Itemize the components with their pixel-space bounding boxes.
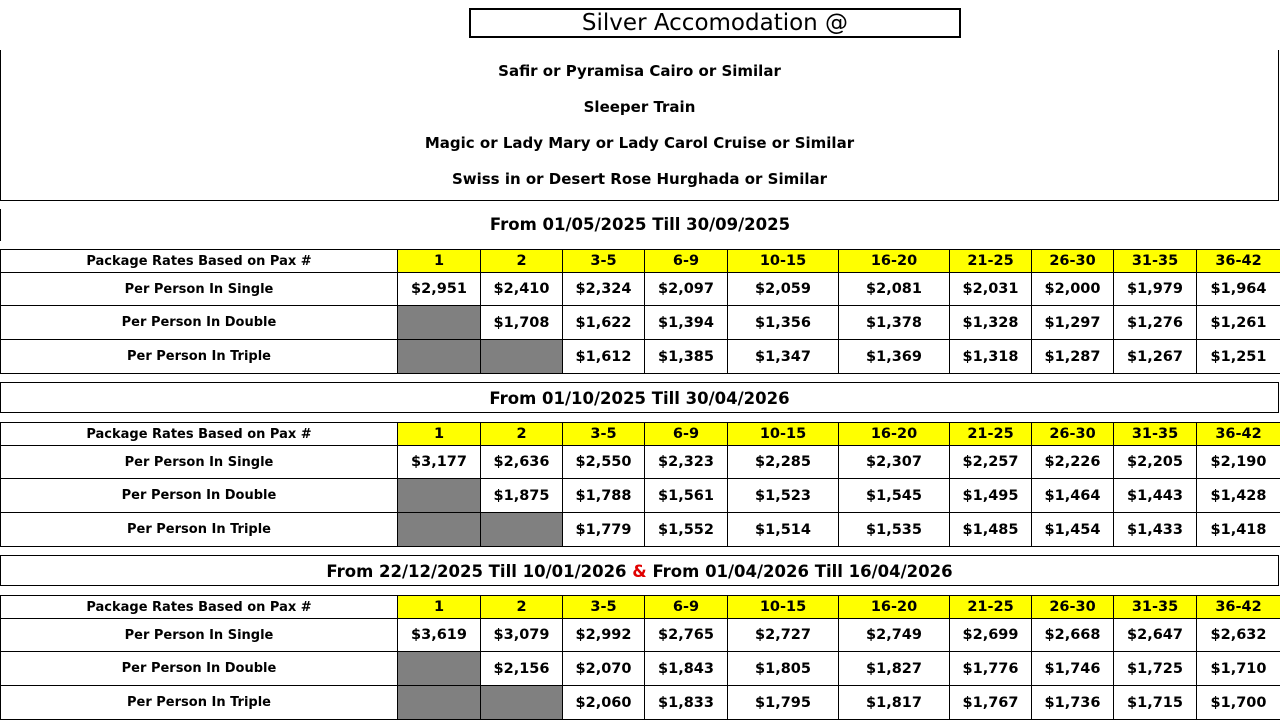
price-cell: $1,827 xyxy=(839,652,950,686)
hotel-hurghada: Swiss in or Desert Rose Hurghada or Similar xyxy=(451,170,828,188)
price-cell: $1,443 xyxy=(1114,479,1197,513)
price-cell: $2,636 xyxy=(481,446,563,479)
pax-header-cell: 21-25 xyxy=(950,596,1032,619)
rates-table-2 xyxy=(0,422,1280,547)
price-cell: $1,736 xyxy=(1032,686,1114,720)
pax-header-cell: 16-20 xyxy=(839,596,950,619)
pax-header-cell: 26-30 xyxy=(1032,250,1114,273)
rate-row-double xyxy=(1,306,1280,340)
rate-row-triple xyxy=(1,340,1280,374)
price-cell: $1,843 xyxy=(645,652,728,686)
hotel-train: Sleeper Train xyxy=(583,98,696,116)
price-cell: $1,817 xyxy=(839,686,950,720)
pax-header-cell: 26-30 xyxy=(1032,423,1114,446)
period-3-range-a: From 22/12/2025 Till 10/01/2026 xyxy=(326,562,627,581)
price-cell: $1,347 xyxy=(728,340,839,374)
price-cell: $2,323 xyxy=(645,446,728,479)
rate-row-single xyxy=(1,273,1280,306)
pax-header-cell: 26-30 xyxy=(1032,596,1114,619)
price-cell: $2,156 xyxy=(481,652,563,686)
header-label: Package Rates Based on Pax # xyxy=(1,250,398,273)
header-row xyxy=(1,250,1280,273)
price-cell: $1,715 xyxy=(1114,686,1197,720)
price-cell: $2,285 xyxy=(728,446,839,479)
price-cell: $1,267 xyxy=(1114,340,1197,374)
period-title-2: From 01/10/2025 Till 30/04/2026 xyxy=(0,382,1279,413)
row-label: Per Person In Triple xyxy=(1,513,398,547)
pax-header-cell: 31-35 xyxy=(1114,250,1197,273)
price-cell: $1,464 xyxy=(1032,479,1114,513)
pax-header-cell: 3-5 xyxy=(563,250,645,273)
price-cell: $3,079 xyxy=(481,619,563,652)
period-title-1: From 01/05/2025 Till 30/09/2025 xyxy=(0,209,1279,241)
unavailable-cell xyxy=(481,686,563,720)
unavailable-cell xyxy=(398,686,481,720)
pax-header-cell: 31-35 xyxy=(1114,596,1197,619)
header-row xyxy=(1,423,1280,446)
price-cell: $2,307 xyxy=(839,446,950,479)
price-cell: $2,257 xyxy=(950,446,1032,479)
row-label: Per Person In Double xyxy=(1,479,398,513)
pax-header-cell: 2 xyxy=(481,423,563,446)
price-cell: $1,708 xyxy=(481,306,563,340)
price-cell: $2,647 xyxy=(1114,619,1197,652)
pax-header-cell: 1 xyxy=(398,596,481,619)
price-cell: $2,190 xyxy=(1197,446,1280,479)
pax-header-cell: 6-9 xyxy=(645,596,728,619)
pax-header-cell: 2 xyxy=(481,596,563,619)
price-cell: $1,725 xyxy=(1114,652,1197,686)
price-cell: $1,710 xyxy=(1197,652,1280,686)
period-3-range-b: From 01/04/2026 Till 16/04/2026 xyxy=(652,562,953,581)
pax-header-cell: 2 xyxy=(481,250,563,273)
price-cell: $1,433 xyxy=(1114,513,1197,547)
page-title: Silver Accomodation @ xyxy=(469,8,961,38)
price-cell: $1,622 xyxy=(563,306,645,340)
price-cell: $2,205 xyxy=(1114,446,1197,479)
unavailable-cell xyxy=(398,513,481,547)
price-cell: $1,276 xyxy=(1114,306,1197,340)
price-cell: $1,788 xyxy=(563,479,645,513)
row-label: Per Person In Triple xyxy=(1,340,398,374)
price-cell: $2,992 xyxy=(563,619,645,652)
rate-row-triple xyxy=(1,513,1280,547)
pax-header-cell: 10-15 xyxy=(728,596,839,619)
hotel-cairo: Safir or Pyramisa Cairo or Similar xyxy=(498,62,781,80)
pax-header-cell: 16-20 xyxy=(839,423,950,446)
price-cell: $1,523 xyxy=(728,479,839,513)
hotel-cruise: Magic or Lady Mary or Lady Carol Cruise or Similar xyxy=(424,134,855,152)
price-cell: $1,535 xyxy=(839,513,950,547)
unavailable-cell xyxy=(481,340,563,374)
price-cell: $2,727 xyxy=(728,619,839,652)
price-cell: $1,514 xyxy=(728,513,839,547)
price-cell: $1,833 xyxy=(645,686,728,720)
price-cell: $1,318 xyxy=(950,340,1032,374)
price-cell: $1,454 xyxy=(1032,513,1114,547)
row-label: Per Person In Triple xyxy=(1,686,398,720)
row-label: Per Person In Double xyxy=(1,652,398,686)
hotels-box xyxy=(0,50,1279,201)
row-label: Per Person In Double xyxy=(1,306,398,340)
price-cell: $1,545 xyxy=(839,479,950,513)
unavailable-cell xyxy=(398,479,481,513)
price-cell: $1,485 xyxy=(950,513,1032,547)
rate-row-double xyxy=(1,652,1280,686)
price-cell: $1,356 xyxy=(728,306,839,340)
price-cell: $1,378 xyxy=(839,306,950,340)
unavailable-cell xyxy=(398,340,481,374)
price-cell: $2,070 xyxy=(563,652,645,686)
price-cell: $1,495 xyxy=(950,479,1032,513)
rate-row-triple xyxy=(1,686,1280,720)
row-label: Per Person In Single xyxy=(1,619,398,652)
unavailable-cell xyxy=(481,513,563,547)
price-cell: $2,097 xyxy=(645,273,728,306)
pax-header-cell: 31-35 xyxy=(1114,423,1197,446)
pax-header-cell: 1 xyxy=(398,423,481,446)
pax-header-cell: 21-25 xyxy=(950,423,1032,446)
header-label: Package Rates Based on Pax # xyxy=(1,596,398,619)
price-cell: $1,287 xyxy=(1032,340,1114,374)
pax-header-cell: 10-15 xyxy=(728,250,839,273)
price-cell: $1,805 xyxy=(728,652,839,686)
price-cell: $2,000 xyxy=(1032,273,1114,306)
rate-row-double xyxy=(1,479,1280,513)
price-cell: $1,369 xyxy=(839,340,950,374)
price-cell: $1,261 xyxy=(1197,306,1280,340)
price-cell: $1,776 xyxy=(950,652,1032,686)
price-cell: $2,951 xyxy=(398,273,481,306)
price-cell: $1,394 xyxy=(645,306,728,340)
rate-row-single xyxy=(1,446,1280,479)
pax-header-cell: 21-25 xyxy=(950,250,1032,273)
unavailable-cell xyxy=(398,306,481,340)
price-cell: $2,226 xyxy=(1032,446,1114,479)
period-title-3 xyxy=(0,555,1279,586)
price-cell: $1,297 xyxy=(1032,306,1114,340)
pax-header-cell: 36-42 xyxy=(1197,250,1280,273)
ampersand: & xyxy=(632,562,647,581)
price-cell: $2,749 xyxy=(839,619,950,652)
price-cell: $1,251 xyxy=(1197,340,1280,374)
price-cell: $1,561 xyxy=(645,479,728,513)
price-cell: $2,081 xyxy=(839,273,950,306)
price-cell: $1,964 xyxy=(1197,273,1280,306)
price-cell: $2,324 xyxy=(563,273,645,306)
pax-header-cell: 3-5 xyxy=(563,423,645,446)
rates-table-1 xyxy=(0,249,1280,374)
price-cell: $2,632 xyxy=(1197,619,1280,652)
header-label: Package Rates Based on Pax # xyxy=(1,423,398,446)
pax-header-cell: 36-42 xyxy=(1197,596,1280,619)
price-cell: $2,765 xyxy=(645,619,728,652)
row-label: Per Person In Single xyxy=(1,273,398,306)
row-label: Per Person In Single xyxy=(1,446,398,479)
pax-header-cell: 6-9 xyxy=(645,423,728,446)
price-cell: $1,385 xyxy=(645,340,728,374)
pax-header-cell: 6-9 xyxy=(645,250,728,273)
price-cell: $1,552 xyxy=(645,513,728,547)
price-cell: $1,700 xyxy=(1197,686,1280,720)
price-cell: $1,328 xyxy=(950,306,1032,340)
price-cell: $1,428 xyxy=(1197,479,1280,513)
pax-header-cell: 10-15 xyxy=(728,423,839,446)
price-cell: $1,746 xyxy=(1032,652,1114,686)
price-cell: $3,619 xyxy=(398,619,481,652)
price-cell: $1,779 xyxy=(563,513,645,547)
price-cell: $1,875 xyxy=(481,479,563,513)
pax-header-cell: 16-20 xyxy=(839,250,950,273)
pax-header-cell: 3-5 xyxy=(563,596,645,619)
header-row xyxy=(1,596,1280,619)
price-cell: $2,031 xyxy=(950,273,1032,306)
price-cell: $1,767 xyxy=(950,686,1032,720)
price-cell: $3,177 xyxy=(398,446,481,479)
price-cell: $2,699 xyxy=(950,619,1032,652)
price-cell: $1,979 xyxy=(1114,273,1197,306)
price-cell: $2,668 xyxy=(1032,619,1114,652)
price-cell: $2,410 xyxy=(481,273,563,306)
price-cell: $1,418 xyxy=(1197,513,1280,547)
price-cell: $1,612 xyxy=(563,340,645,374)
pax-header-cell: 1 xyxy=(398,250,481,273)
price-cell: $2,060 xyxy=(563,686,645,720)
rate-row-single xyxy=(1,619,1280,652)
price-cell: $2,059 xyxy=(728,273,839,306)
unavailable-cell xyxy=(398,652,481,686)
price-cell: $2,550 xyxy=(563,446,645,479)
pax-header-cell: 36-42 xyxy=(1197,423,1280,446)
rates-table-3 xyxy=(0,595,1280,720)
price-cell: $1,795 xyxy=(728,686,839,720)
